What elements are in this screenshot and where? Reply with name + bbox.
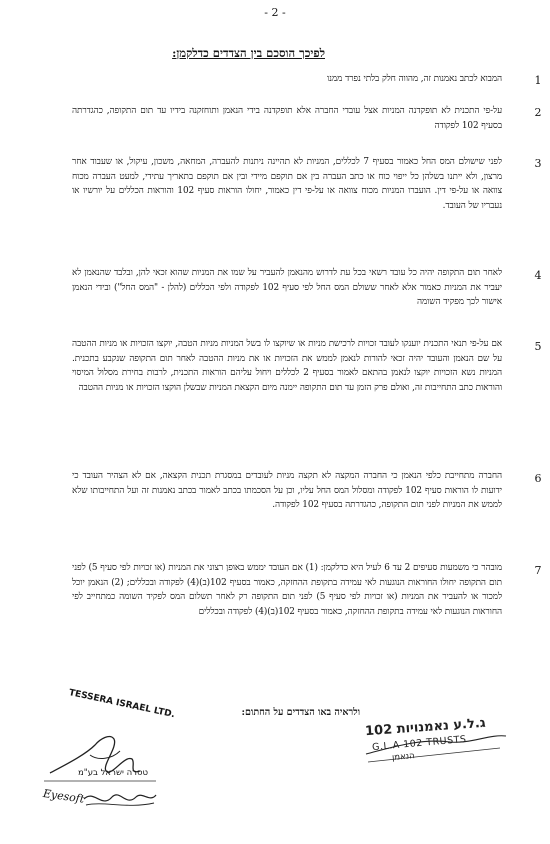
- clause-text: לאחר תום התקופה יהיה כל עובד רשאי בכל עת לדרוש מהנאמן להעביר על שמו את המניות שהוא זכאי להן, ובלבד שהנאמן לא יעביר את המניות כאמור אלא לאחר ששולם המס החל לפי סעיף 102 לפקודה ולפי הכללים (להלן - "המס החל") ובידי הנאמן אישור לכך מפקיד השומה: [72, 268, 503, 308]
- closing-line: ולראיה באו הצדדים על החתום:: [241, 707, 360, 718]
- clause-text: על-פי התכנית לא תופקדנה המניות אצל עובדי החברה אלא תופקדנה בידי הנאמן ותוחזקנה בידיו עד תום התקופה, כהגדרתה בסעיף 102 לפקודה: [72, 106, 502, 131]
- company-stamp-text: TESSERA ISRAEL LTD.: [67, 688, 176, 721]
- clause-number: 6: [534, 472, 542, 485]
- clause-text: המבוא לכתב נאמנות זה, מהווה חלק בלתי נפרד ממנו: [326, 74, 502, 84]
- clause-text: מובהר כי משמעות סעיפים 2 עד 6 לעיל היא כדלקמן: (1) אם העובד יממש באופן רצוני את המניות (או זכויות לפי סעיף 5) לפני תום התקופה יחולו החוראות הנוגעות לאי עמידה בתקופת ההחזקה, כאמור בסעיף 102(ב)(4) לפקודה ובכללים; (2) הנאמן יוכל למכור או להעביר את המניות (או זכויות לפי סעיף 5) לפני תום התקופה רק לאחר תשלום המס לפקיד השומה כמתחייב לפי החוראות הנוגעות לאי עמידה בתקופת ההחזקה, כאמור בסעיף 102(ב)(4) לפקודה ובכללים: [72, 563, 502, 617]
- clause-number: 3: [534, 157, 542, 170]
- clause-text: החברה מתחייבת כלפי הנאמן כי החברה המקצה לא תקצה מניות לעובדים במסגרת תכנית הקצאה, אם לא הצהיר העובד כי ידועות לו הוראות סעיף 102 לפקודה ומסלול המס החל עליו, וכן על הסכמתו בכתב לאמור בכתב נאמנות זה ועל התחייבותו שלא לממש את המניות לפני תום התקופה, כהגדרתה בסעיף 102 לפקודה.: [72, 471, 502, 511]
- scribble-overlay: [80, 785, 160, 815]
- trustee-stamp-english: G.L.A 102 TRUSTS: [371, 733, 467, 754]
- section-heading: לפיכך הוסכם בין הצדדים כדלקמן:: [172, 46, 325, 60]
- left-signatory-name: טסרה ישראל בע"מ: [78, 768, 148, 778]
- page-number: - 2 -: [264, 6, 286, 19]
- clause-number: 5: [534, 340, 542, 353]
- clause-text: אם על-פי תנאי התכנית יוענקו לעובד זכויות לרכישת מניות או שיוקצו לו בשל המניות מניות הטבה, יוקצו הזכויות או מניות ההטבה על שם הנאמן והעובד יהיה זכאי להורות לנאמן לממש את הזכויות או את מניות ההטבה לאחר תום התקופה שנקבע בתכנית. המניות נשא הזכויות יוקצו לנאמן בהתאם לאמור בסעיף 2 לכללים ויחול עליהם הוראות התכנית, לרבות בחירת מסלול המיסוי והוראות כתב התחייבות זה, ואולם פרק הזמן עד תום התקופה יימנה מיום הקצאת המניות שבשלן הוקצו הזכויות או מניות ההטבה: [72, 339, 502, 393]
- clause-number: 1: [534, 74, 542, 87]
- clause-number: 7: [534, 564, 542, 577]
- clause-text: לפני שישולם המס החל כאמור בסעיף 7 לכללים, המניות לא תהיינה ניתנות להעברה, המחאה, משכון, עיקול, או שעבוד אחר מרצון, ולא ייתנו בשלהן כל ייפוי כוח או כתב העברה בין אם תוקפם מיידי ובין אם תוקפם בתאריך עתידי, למעט העברה מכוח צוואה או על-פי דין. הועברו המניות מכוח צוואה או על-פי דין כאמור, יחולו הוראות סעיף 102 והוראות הכללים על יורשיו או נעבריו של העובד.: [72, 157, 502, 211]
- trustee-stamp-hebrew: ג.ל.ע נאמנויות 102: [364, 715, 487, 740]
- trustee-stamp-role: הנאמן: [391, 751, 416, 763]
- handwritten-signature-text: Eyesoft: [42, 787, 86, 806]
- clause-number: 2: [534, 106, 542, 119]
- clause-number: 4: [534, 269, 542, 282]
